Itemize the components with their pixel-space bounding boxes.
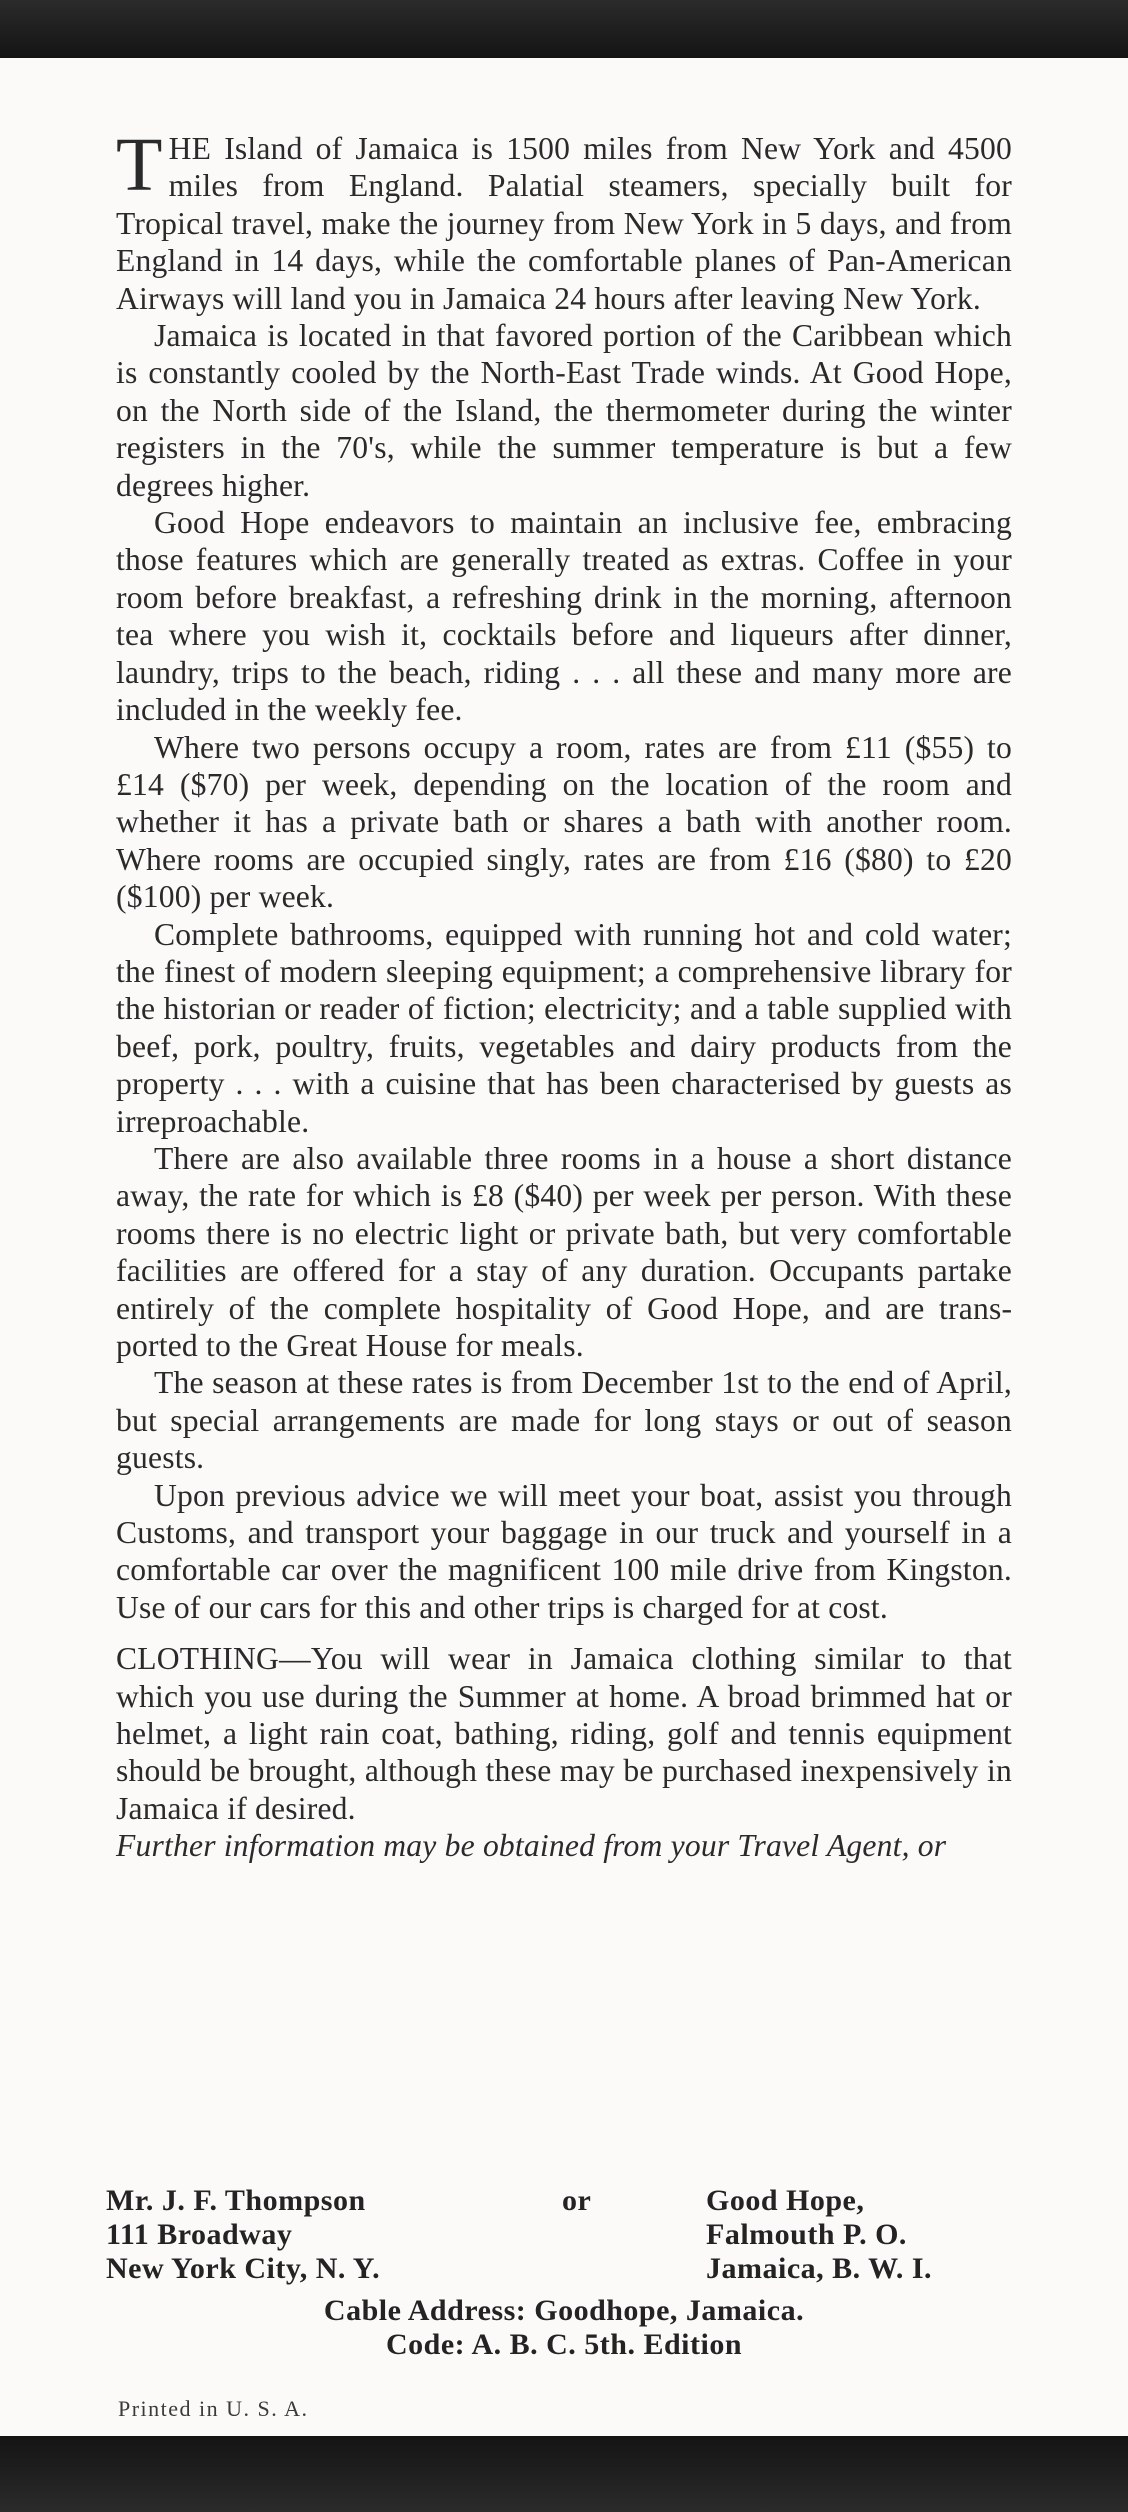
contact-name: Mr. J. F. Thompson [106,2184,366,2217]
top-dark-band [0,0,1128,58]
contact-hotel: Good Hope, [706,2184,865,2217]
paragraph-season: The season at these rates is from December 1st to the end of April, but special arrangements are made for long stays or out of season guests. [116,1365,1012,1476]
contact-city: New York City, N. Y. [106,2252,381,2285]
paragraph-amenities: Complete bathrooms, equipped with running hot and cold water; the finest of modern sleeping equipment; a comprehensive library for the historian or reader of fiction; electricity; and a table supplied with beef, pork, poultry, fruits, vegetables and dairy products from the property . . . with a cuisine that has been characterised by guests as irreproachable. [116,916,1012,1139]
paragraph-rates: Where two persons occupy a room, rates are from £11 ($55) to £14 ($70) per week, depending on the location of the room and whether it has a private bath or shares a bath with another room. Where rooms are occupied singly, rates are from £16 ($80) to £20 ($100) per week. [116,729,1012,915]
cable-address: Cable Address: Goodhope, Jamaica. [323,2294,805,2327]
paragraph-clothing: CLOTHING—You will wear in Jamaica clothing similar to that which you use during the Summer at home. A broad brimmed hat or helmet, a light rain coat, bathing, riding, golf and tennis equipment should be brought, although these may be purchased inexpensively in Jamaica if desired. [116,1641,1012,1826]
paragraph-climate: Jamaica is located in that favored portion of the Caribbean which is constantly cooled by the North-East Trade winds. At Good Hope, on the North side of the Island, the thermometer during the winter registers in the 70's, while the summer temperature is but a few degrees higher. [116,318,1012,503]
contact-street: 111 Broadway [106,2218,293,2251]
cable-code: Code: A. B. C. 5th. Edition [385,2328,743,2361]
paragraph-house-rooms: There are also available three rooms in a house a short distance away, the rate for which is £8 ($40) per week per person. With these rooms there is no electric light or private bath, but very comfortable facilities are offered for a stay of any duration. Occupants partake entirely of the complete hospitality of Good Hope, and are transported to the Great House for meals. [116,1140,1012,1363]
contact-post-office: Falmouth P. O. [706,2218,907,2251]
paragraph-intro [116,123,1012,317]
paragraph-inclusive-fee: Good Hope endeavors to maintain an inclusive fee, embracing those features which are generally treated as extras. Coffee in your room before breakfast, a refreshing drink in the morning, afternoon tea where you wish it, cocktails before and liqueurs after dinner, laundry, trips to the beach, riding . . . all these and many more are included in the weekly fee. [116,505,1012,728]
contact-or: or [562,2184,592,2217]
paragraph-intro-text: HE Island of Jamaica is 1500 miles from New York and 4500 miles from England. Palatial steamers, specially built for Tropical travel, make the journey from New York in 5 days, and from England in 14 days, while the comfortable planes of Pan-American Airways will land you in Jamaica 24 hours after leaving New York. [116,131,1012,316]
bottom-dark-band [0,2436,1128,2512]
contact-jamaica [706,2184,1026,2286]
contact-new-york [106,2184,506,2286]
printed-in-usa: Printed in U. S. A. [118,2396,309,2421]
cable-address-block [0,2294,1128,2362]
drop-cap: T [116,123,163,207]
body-text [116,123,1012,1865]
contact-country: Jamaica, B. W. I. [706,2252,933,2285]
paragraph-transport: Upon previous advice we will meet your boat, assist you through Customs, and transport your baggage in our truck and yourself in a comfortable car over the magnificent 100 mile drive from Kingston. Use of our cars for this and other trips is charged for at cost. [116,1477,1012,1625]
further-information: Further information may be obtained from your Travel Agent, or [116,1828,947,1864]
